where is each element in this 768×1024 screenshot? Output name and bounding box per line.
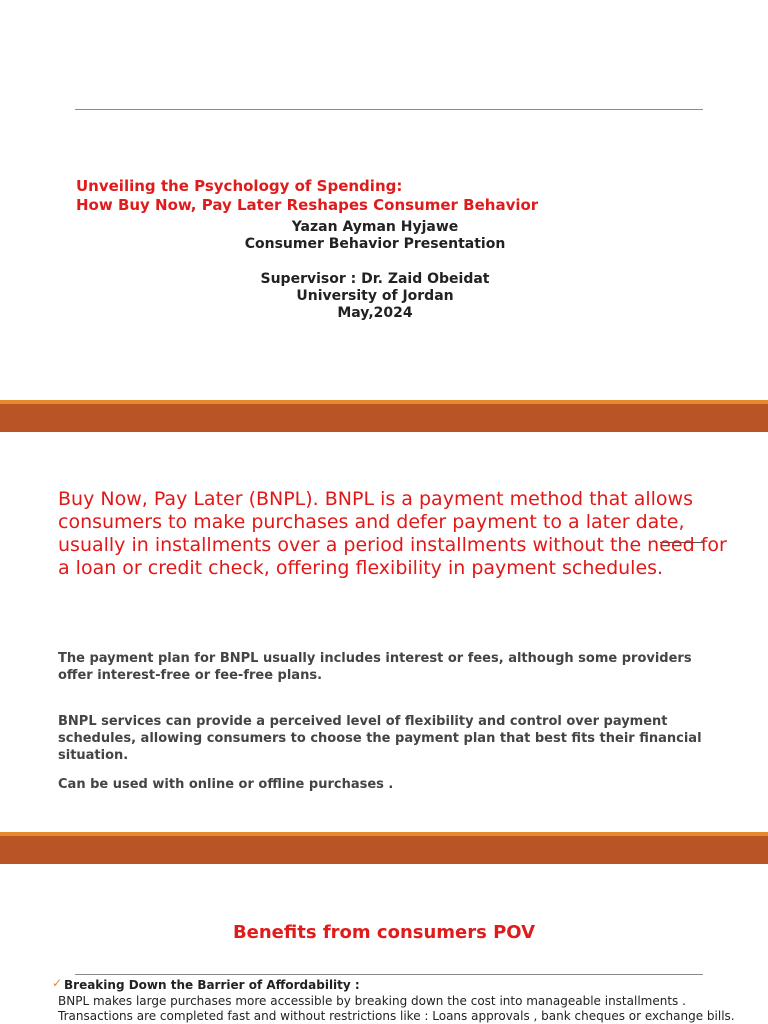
definition-slide [0,432,768,832]
benefits-slide [0,864,768,1024]
presentation-subtitle: Consumer Behavior Presentation [244,236,506,252]
benefits-heading: Benefits from consumers POV [232,922,536,943]
payment-plan-paragraph: The payment plan for BNPL usually includes interest or fees, although some providers offer interest-free or fee-free plans. [58,651,692,683]
presentation-title-line-2: How Buy Now, Pay Later Reshapes Consumer Behavior [76,196,539,214]
author-name: Yazan Ayman Hyjawe [291,219,459,235]
usage-paragraph: Can be used with online or offline purchases . [58,777,394,792]
title-divider [75,109,703,110]
benefits-divider [75,974,703,975]
slide-separator [0,400,768,432]
bnpl-definition: Buy Now, Pay Later (BNPL). BNPL is a payment method that allows consumers to make purchases and defer payment to a later date, usually in installments over a period installments without the need for a loan or credit check, offering flexibility in payment schedules. [58,488,727,579]
title-slide [0,0,768,400]
bullet-title: Breaking Down the Barrier of Affordability : [64,978,360,992]
slide-separator [0,832,768,864]
benefit-line-2: Transactions are completed fast and without restrictions like : Loans approvals , bank cheques or exchange bills. [58,1009,735,1023]
supervisor-line: Supervisor : Dr. Zaid Obeidat [260,271,490,287]
date-line: May,2024 [337,305,413,321]
flexibility-paragraph: BNPL services can provide a perceived level of flexibility and control over payment schedules, allowing consumers to choose the payment plan that best fits their financial situation. [58,714,702,763]
checkmark-icon: ✓ [52,976,63,990]
benefit-line-1: BNPL makes large purchases more accessible by breaking down the cost into manageable installments . [58,994,686,1008]
university-line: University of Jordan [296,288,454,304]
presentation-title-line-1: Unveiling the Psychology of Spending: [76,177,403,195]
